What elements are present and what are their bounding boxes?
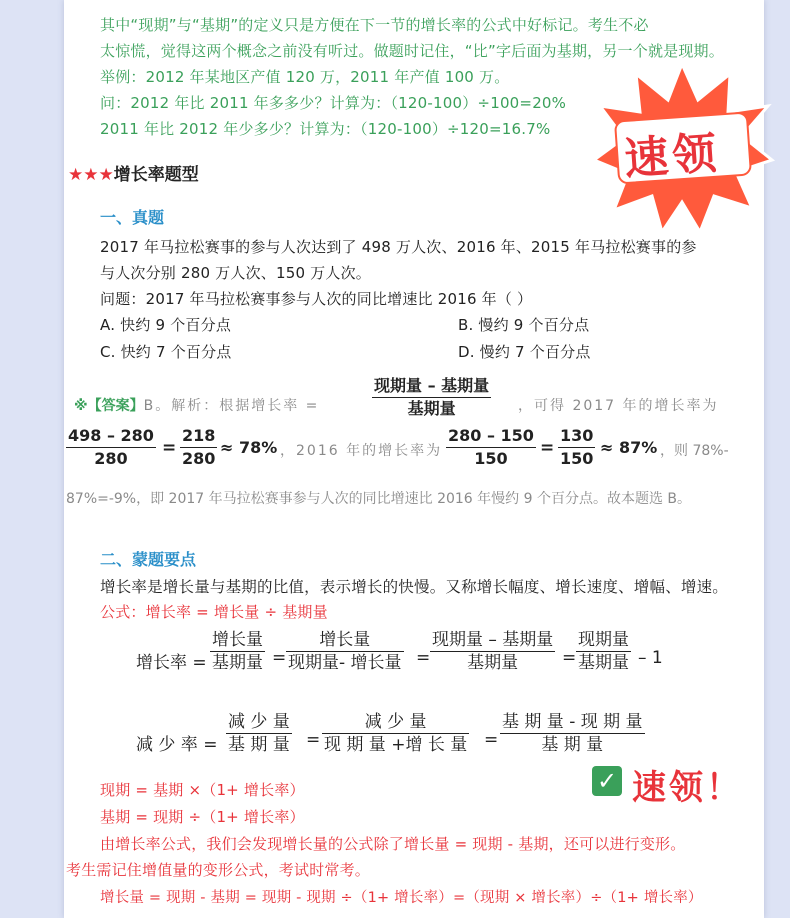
part1-question: 问题：2017 年马拉松赛事参与人次的同比增速比 2016 年（ ）: [100, 290, 533, 308]
option-d: D. 慢约 7 个百分点: [458, 343, 591, 361]
badge-bottom-label: 速领！: [632, 768, 743, 808]
fraction-2016-a: 280 – 150 150: [448, 426, 534, 468]
checkmark-icon: ✓: [592, 766, 622, 796]
part1-heading: 一、真题: [100, 208, 165, 227]
g-frac-1: 增长量 基期量: [212, 630, 263, 673]
eq-r1: =: [306, 730, 321, 750]
rule-note-2: 考生需记住增值量的变形公式，考试时常考。: [66, 861, 371, 879]
answer-line-3: 87%=-9%，即 2017 年马拉松赛事参与人次的同比增速比 2016 年慢约 9 个百分点。故本题选 B。: [66, 491, 692, 507]
decrease-rate-label: 减 少 率 =: [136, 735, 218, 755]
fraction-2016-b: 130 150: [560, 426, 594, 468]
intro-q2: 2011 年比 2012 年少多少？计算为：（120-100）÷120=16.7%: [100, 120, 551, 138]
part1-para-2: 与人次分别 280 万人次、150 万人次。: [100, 264, 371, 282]
rule-growth-amount: 增长量 = 现期 - 基期 = 现期 - 现期 ÷（1+ 增长率）=（现期 × 增长率）÷（1+ 增长率）: [100, 890, 703, 906]
claim-badge-bottom[interactable]: [590, 756, 750, 808]
g-frac-2: 增长量 现期量- 增长量: [288, 630, 402, 673]
fraction-2017-b: 218 280: [182, 426, 216, 468]
answer-mid: ，2016 年的增长率为: [280, 443, 443, 459]
part2-heading: 二、蒙题要点: [100, 550, 197, 569]
approx-78: ≈ 78%: [220, 438, 278, 457]
growth-rate-label: 增长率 =: [136, 653, 207, 673]
intro-line-2: 太惊慌，觉得这两个概念之前没有听过。做题时记住，“比”字后面为基期，另一个就是现期。: [100, 42, 724, 60]
growth-rate-fraction: 现期量 – 基期量 基期量: [374, 376, 490, 418]
eq-r2: =: [484, 730, 499, 750]
answer-tail: ，可得 2017 年的增长率为: [518, 398, 719, 414]
rating-stars: ★★★: [68, 165, 114, 185]
section-title: [68, 160, 199, 185]
answer-mark: ※【答案】: [74, 398, 144, 414]
fraction-2017-a: 498 – 280 280: [68, 426, 154, 468]
equals-sign-2: =: [540, 438, 555, 458]
answer-line-1: [74, 395, 319, 415]
eq-g2: =: [416, 648, 431, 668]
badge-top-label: 速领: [622, 127, 722, 186]
intro-q1: 问：2012 年比 2011 年多多少？计算为：（120-100）÷100=20%: [100, 94, 567, 112]
claim-badge-top[interactable]: [590, 60, 775, 235]
answer-lead: B。解析：根据增长率 =: [143, 398, 320, 414]
eq-g3: =: [562, 648, 577, 668]
section-title-text: 增长率题型: [113, 165, 199, 185]
g-frac-4: 现期量 基期量: [578, 630, 629, 673]
minus-one: – 1: [638, 648, 663, 668]
intro-line-1: 其中“现期”与“基期”的定义只是方便在下一节的增长率的公式中好标记。考生不必: [100, 16, 649, 34]
approx-87: ≈ 87%: [600, 438, 658, 457]
option-a: A. 快约 9 个百分点: [100, 316, 232, 334]
equals-sign: =: [162, 438, 177, 458]
intro-example: 举例：2012 年某地区产值 120 万，2011 年产值 100 万。: [100, 68, 510, 86]
g-frac-3: 现期量 – 基期量 基期量: [432, 630, 554, 673]
r-frac-2: 减 少 量 现 期 量 +增 长 量: [324, 712, 468, 755]
part2-definition: 增长率是增长量与基期的比值，表示增长的快慢。又称增长幅度、增长速度、增幅、增速。: [100, 578, 729, 596]
r-frac-1: 减 少 量 基 期 量: [228, 712, 290, 755]
answer-then: ，则 78%-: [660, 443, 729, 459]
rule-current: 现期 = 基期 ×（1+ 增长率）: [100, 781, 305, 799]
part1-para-1: 2017 年马拉松赛事的参与人次达到了 498 万人次、2016 年、2015 年马拉松赛事的参: [100, 238, 697, 256]
r-frac-3: 基 期 量 - 现 期 量 基 期 量: [502, 712, 643, 755]
option-c: C. 快约 7 个百分点: [100, 343, 232, 361]
eq-g1: =: [272, 648, 287, 668]
option-b: B. 慢约 9 个百分点: [458, 316, 590, 334]
rule-note-1: 由增长率公式，我们会发现增长量的公式除了增长量 = 现期 - 基期，还可以进行变形。: [100, 835, 686, 853]
part2-formula-line: 公式：增长率 = 增长量 ÷ 基期量: [100, 603, 328, 621]
rule-base: 基期 = 现期 ÷（1+ 增长率）: [100, 808, 305, 826]
